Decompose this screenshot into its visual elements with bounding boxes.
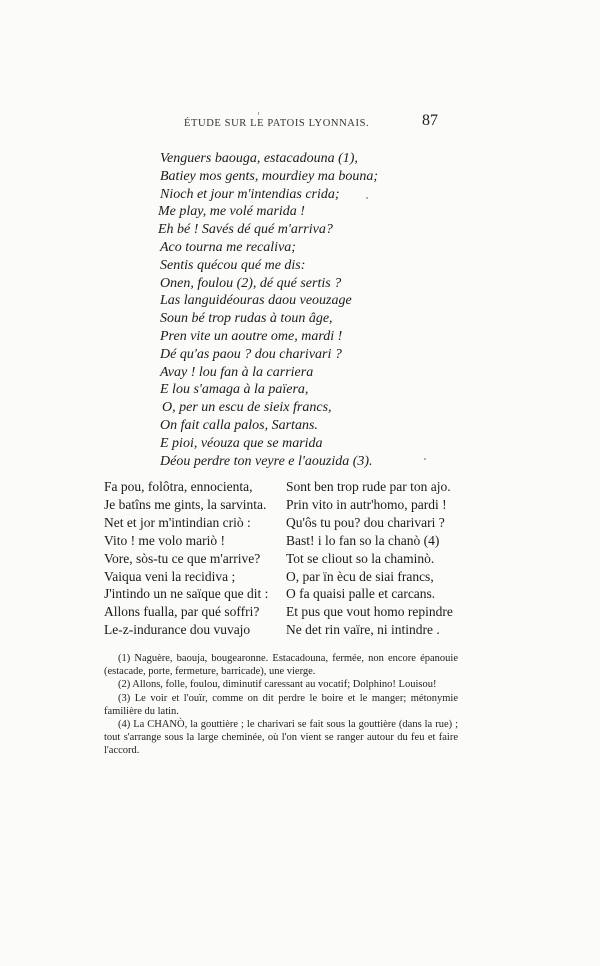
footnote: (4) La CHANÒ, la gouttière ; le charivari se fait sous la gouttière (dans la rue) ; tout s'arrange sous la large cheminée, où l'on vient se ranger autour du feu et faire l'accord. (104, 719, 458, 757)
poem-line: O fa quaisi palle et carcans. (286, 586, 436, 602)
poem-line: Pren vite un aoutre ome, mardi ! (160, 328, 343, 344)
running-header (184, 118, 438, 129)
poem-line: Aco tourna me recaliva; (160, 239, 296, 255)
poem-line: Venguers baouga, estacadouna (1), (160, 151, 358, 166)
poem-line: Prin vito in autr'homo, pardi ! (286, 496, 447, 512)
poem-line: Déou perdre ton veyre e l'aouzida (3). (160, 453, 373, 469)
poem-line: O, per un escu de sieix francs, (162, 400, 332, 416)
poem-line: Vaiqua veni la recidiva ; (104, 568, 236, 584)
footnote: (3) Le voir et l'ouïr, comme on dit perdre le boire et le manger; métonymie familière du latin. (104, 692, 458, 717)
running-title: ÉTUDE SUR LE PATOIS LYONNAIS. (184, 118, 370, 129)
poem-line: Bast! i lo fan so la chanò (4) (286, 532, 440, 548)
italic-poem (158, 150, 378, 470)
poem-line: E pioi, véouza que se marida (160, 435, 323, 451)
poem-line: Fa pou, folôtra, ennocienta, (104, 479, 253, 494)
poem-line: Vore, sòs-tu ce que m'arrive? (104, 550, 261, 566)
poem-line: Tot se cliout so la chaminò. (286, 550, 435, 566)
poem-line: Ne det rin vaïre, ni intindre . (286, 622, 440, 638)
poem-line: Sont ben trop rude par ton ajo. (286, 479, 451, 494)
poem-line: Eh bé ! Savés dé qué m'arriva? (158, 222, 333, 238)
poem-line: Las languidéouras daou veouzage (160, 293, 352, 309)
poem-line: Le-z-indurance dou vuvajo (104, 622, 251, 638)
poem-line: J'intindo un ne saïque que dit : (104, 586, 269, 602)
poem-line: Vito ! me volo mariò ! (104, 532, 226, 548)
poem-line: Et pus que vout homo repindre (286, 604, 453, 620)
poem-line: Avay ! lou fan à la carriera (160, 364, 314, 380)
poem-line: Net et jor m'intindian criò : (104, 514, 251, 530)
poem-line: Dé qu'as paou ? dou charivari ? (160, 346, 342, 362)
page-number: 87 (422, 112, 438, 129)
poem-line: Onen, foulou (2), dé qué sertis ? (160, 275, 342, 291)
poem-line: Batiey mos gents, mourdiey ma bouna; (160, 168, 378, 184)
poem-line: E lou s'amaga à la païera, (160, 382, 309, 398)
footnote: (1) Naguère, baouja, bougearonne. Estacadouna, fermée, non encore épanouie (estacade, porte, fermeture, barricade), une vierge. (104, 653, 458, 678)
footnotes (104, 652, 458, 758)
poem-line: Qu'ôs tu pou? dou charivari ? (286, 514, 445, 530)
poem-line: O, par ïn ècu de siai francs, (286, 568, 434, 584)
ink-speck (258, 112, 259, 115)
ink-speck (424, 458, 426, 460)
poem-line: Allons fualla, par qué soffri? (104, 604, 260, 620)
poem-right-column (286, 478, 453, 639)
poem-line: Je batîns me gints, la sarvinta. (104, 496, 267, 512)
poem-line: Soun bé trop rudas à toun âge, (160, 311, 333, 327)
footnote: (2) Allons, folle, foulou, diminutif caressant au vocatif; Dolphino! Louisou! (118, 679, 437, 691)
poem-line: On fait calla palos, Sartans. (160, 417, 318, 433)
ink-speck (366, 197, 368, 199)
poem-line: Nioch et jour m'intendias crida; (160, 186, 340, 202)
poem-line: Me play, me volé marida ! (158, 204, 305, 220)
poem-left-column (104, 478, 268, 639)
poem-line: Sentis quécou qué me dis: (160, 257, 306, 273)
